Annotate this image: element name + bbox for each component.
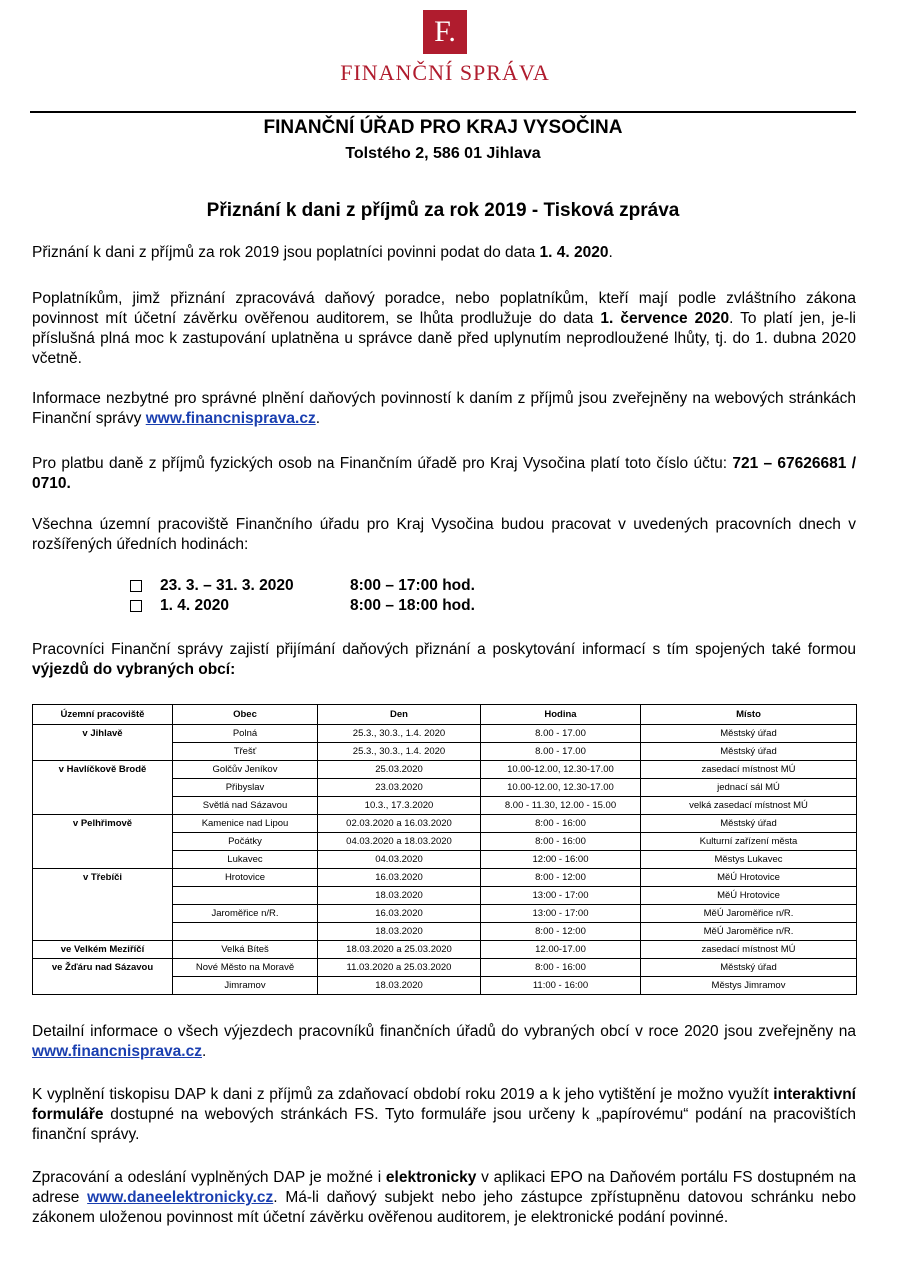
table-header-cell: Den (318, 705, 481, 725)
table-cell: Nové Město na Moravě (173, 959, 318, 977)
table-cell: 11:00 - 16:00 (481, 977, 641, 995)
table-cell: Městys Lukavec (641, 851, 857, 869)
table-cell: 16.03.2020 (318, 905, 481, 923)
checkbox-icon (130, 600, 142, 612)
visits-table (32, 704, 857, 995)
table-cell: 10.3., 17.3.2020 (318, 797, 481, 815)
table-row (33, 887, 857, 905)
table-cell: Hrotovice (173, 869, 318, 887)
paragraph-forms: K vyplnění tiskopisu DAP k dani z příjmů za zdaňovací období roku 2019 a k jeho vytištění je možno využít interaktivní formuláře dostupné na webových stránkách FS. Tyto formuláře jsou určeny k „papírovému“ podání na pracovištích finanční správy. (32, 1086, 856, 1143)
table-cell (33, 779, 173, 797)
table-row (33, 725, 857, 743)
logo-text: FINANČNÍ SPRÁVA (340, 60, 550, 85)
table-row (33, 851, 857, 869)
table-row (33, 797, 857, 815)
table-cell: 8:00 - 16:00 (481, 815, 641, 833)
table-cell: Městys Jimramov (641, 977, 857, 995)
table-cell: Třešť (173, 743, 318, 761)
financnisprava-link[interactable]: www.financnisprava.cz (145, 410, 316, 427)
table-cell: 10.00-12.00, 12.30-17.00 (481, 779, 641, 797)
table-row (33, 761, 857, 779)
schedule-item: 23. 3. – 31. 3. 2020 8:00 – 17:00 hod. (130, 577, 475, 597)
table-row (33, 923, 857, 941)
table-cell (33, 887, 173, 905)
checkbox-icon (130, 580, 142, 592)
office-name: FINANČNÍ ÚŘAD PRO KRAJ VYSOČINA (263, 117, 623, 138)
table-cell (33, 851, 173, 869)
table-cell: 13:00 - 17:00 (481, 905, 641, 923)
table-cell: Počátky (173, 833, 318, 851)
table-row (33, 815, 857, 833)
table-cell: 02.03.2020 a 16.03.2020 (318, 815, 481, 833)
table-cell (173, 887, 318, 905)
table-cell: v Havlíčkově Brodě (33, 761, 173, 779)
table-header-row (33, 705, 857, 725)
table-cell: v Pelhřimově (33, 815, 173, 833)
paragraph-deadline: Přiznání k dani z příjmů za rok 2019 jsou poplatníci povinni podat do data 1. 4. 2020. (32, 244, 613, 261)
schedule-item: 1. 4. 2020 8:00 – 18:00 hod. (130, 597, 475, 617)
table-cell: Golčův Jeníkov (173, 761, 318, 779)
table-cell (33, 923, 173, 941)
table-cell: Městský úřad (641, 959, 857, 977)
paragraph-account: Pro platbu daně z příjmů fyzických osob na Finančním úřadě pro Kraj Vysočina platí toto číslo účtu: 721 – 67626681 / 0710. (32, 455, 857, 492)
header-rule (30, 111, 856, 113)
daneelektronicky-link[interactable]: www.daneelektronicky.cz (87, 1189, 274, 1206)
table-cell (33, 797, 173, 815)
table-cell: 18.03.2020 (318, 923, 481, 941)
table-cell: 8.00 - 11.30, 12.00 - 15.00 (481, 797, 641, 815)
table-cell (33, 977, 173, 995)
table-header-cell: Místo (641, 705, 857, 725)
table-cell: 8:00 - 16:00 (481, 833, 641, 851)
table-cell: 16.03.2020 (318, 869, 481, 887)
page-title: Přiznání k dani z příjmů za rok 2019 - Tisková zpráva (206, 200, 680, 221)
table-cell: 12:00 - 16:00 (481, 851, 641, 869)
table-cell: Kulturní zařízení města (641, 833, 857, 851)
financnisprava-link[interactable]: www.financnisprava.cz (32, 1043, 202, 1060)
table-cell: 18.03.2020 (318, 977, 481, 995)
table-cell: zasedací místnost MÚ (641, 941, 857, 959)
table-row (33, 869, 857, 887)
table-cell: ve Velkém Meziříčí (33, 941, 173, 959)
table-cell: Velká Bíteš (173, 941, 318, 959)
table-row (33, 905, 857, 923)
paragraph-hours: Všechna územní pracoviště Finančního úřadu pro Kraj Vysočina budou pracovat v uvedených pracovních dnech v rozšířených úředních hodinách: (32, 516, 856, 553)
table-cell: MěÚ Jaroměřice n/R. (641, 923, 857, 941)
table-cell: Městský úřad (641, 815, 857, 833)
table-cell (33, 833, 173, 851)
table-cell: 23.03.2020 (318, 779, 481, 797)
paragraph-electronic: Zpracování a odeslání vyplněných DAP je možné i elektronicky v aplikaci EPO na Daňovém portálu FS dostupném na adrese www.daneelektronicky.cz. Má-li daňový subjekt nebo jeho zástupce zpřístupněnu datovou schránku nebo zákonem uloženou povinnost mít účetní závěrku ověřenou auditorem, je elektronické podání povinné. (32, 1169, 857, 1226)
table-row (33, 959, 857, 977)
table-header-cell: Hodina (481, 705, 641, 725)
table-cell: Kamenice nad Lipou (173, 815, 318, 833)
table-cell (173, 923, 318, 941)
table-cell: v Třebíči (33, 869, 173, 887)
logo-mark: F. (423, 10, 467, 54)
table-cell: 8.00 - 17.00 (481, 725, 641, 743)
table-cell: Přibyslav (173, 779, 318, 797)
table-cell: jednací sál MÚ (641, 779, 857, 797)
table-row (33, 833, 857, 851)
table-cell: 18.03.2020 a 25.03.2020 (318, 941, 481, 959)
table-cell: Jaroměřice n/R. (173, 905, 318, 923)
table-cell: Městský úřad (641, 743, 857, 761)
table-cell: velká zasedací místnost MÚ (641, 797, 857, 815)
paragraph-extension: Poplatníkům, jimž přiznání zpracovává daňový poradce, nebo poplatníkům, kteří mají podle zvláštního zákona povinnost mít účetní závěrku ověřenou auditorem, se lhůta prodlužuje do data 1. července 2020. To platí jen, je-li příslušná plná moc k zastupování uplatněna u správce daně před uplynutím neprodloužené lhůty, tj. do 1. dubna 2020 včetně. (32, 290, 856, 367)
table-cell: 8:00 - 16:00 (481, 959, 641, 977)
table-row (33, 743, 857, 761)
paragraph-details: Detailní informace o všech výjezdech pracovníků finančních úřadů do vybraných obcí v roce 2020 jsou zveřejněny na www.financnisprava.cz. (32, 1023, 856, 1060)
table-cell: 8:00 - 12:00 (481, 869, 641, 887)
financni-sprava-logo (330, 10, 560, 86)
table-cell: v Jihlavě (33, 725, 173, 743)
table-cell (33, 743, 173, 761)
table-cell: 04.03.2020 a 18.03.2020 (318, 833, 481, 851)
table-cell: 25.03.2020 (318, 761, 481, 779)
table-cell: 11.03.2020 a 25.03.2020 (318, 959, 481, 977)
paragraph-visits: Pracovníci Finanční správy zajistí přijímání daňových přiznání a poskytování informací s tím spojených také formou výjezdů do vybraných obcí: (32, 641, 856, 678)
table-cell: zasedací místnost MÚ (641, 761, 857, 779)
table-cell: 10.00-12.00, 12.30-17.00 (481, 761, 641, 779)
table-cell: Městský úřad (641, 725, 857, 743)
table-cell: 04.03.2020 (318, 851, 481, 869)
table-header-cell: Územní pracoviště (33, 705, 173, 725)
table-cell: MěÚ Jaroměřice n/R. (641, 905, 857, 923)
table-cell: Jimramov (173, 977, 318, 995)
table-header-cell: Obec (173, 705, 318, 725)
office-address: Tolstého 2, 586 01 Jihlava (345, 145, 541, 162)
table-cell: Světlá nad Sázavou (173, 797, 318, 815)
table-cell: MěÚ Hrotovice (641, 869, 857, 887)
table-cell: Polná (173, 725, 318, 743)
table-cell: 8:00 - 12:00 (481, 923, 641, 941)
table-cell: ve Žďáru nad Sázavou (33, 959, 173, 977)
table-cell: Lukavec (173, 851, 318, 869)
table-cell: 13:00 - 17:00 (481, 887, 641, 905)
table-cell (33, 905, 173, 923)
table-cell: 25.3., 30.3., 1.4. 2020 (318, 725, 481, 743)
table-cell: MěÚ Hrotovice (641, 887, 857, 905)
table-cell: 8.00 - 17.00 (481, 743, 641, 761)
table-row (33, 977, 857, 995)
table-row (33, 941, 857, 959)
table-cell: 25.3., 30.3., 1.4. 2020 (318, 743, 481, 761)
schedule-list (130, 577, 475, 617)
paragraph-info: Informace nezbytné pro správné plnění daňových povinností k daním z příjmů jsou zveřejněny na webových stránkách Finanční správy www.financnisprava.cz. (32, 390, 856, 427)
table-cell: 18.03.2020 (318, 887, 481, 905)
table-cell: 12.00-17.00 (481, 941, 641, 959)
table-row (33, 779, 857, 797)
